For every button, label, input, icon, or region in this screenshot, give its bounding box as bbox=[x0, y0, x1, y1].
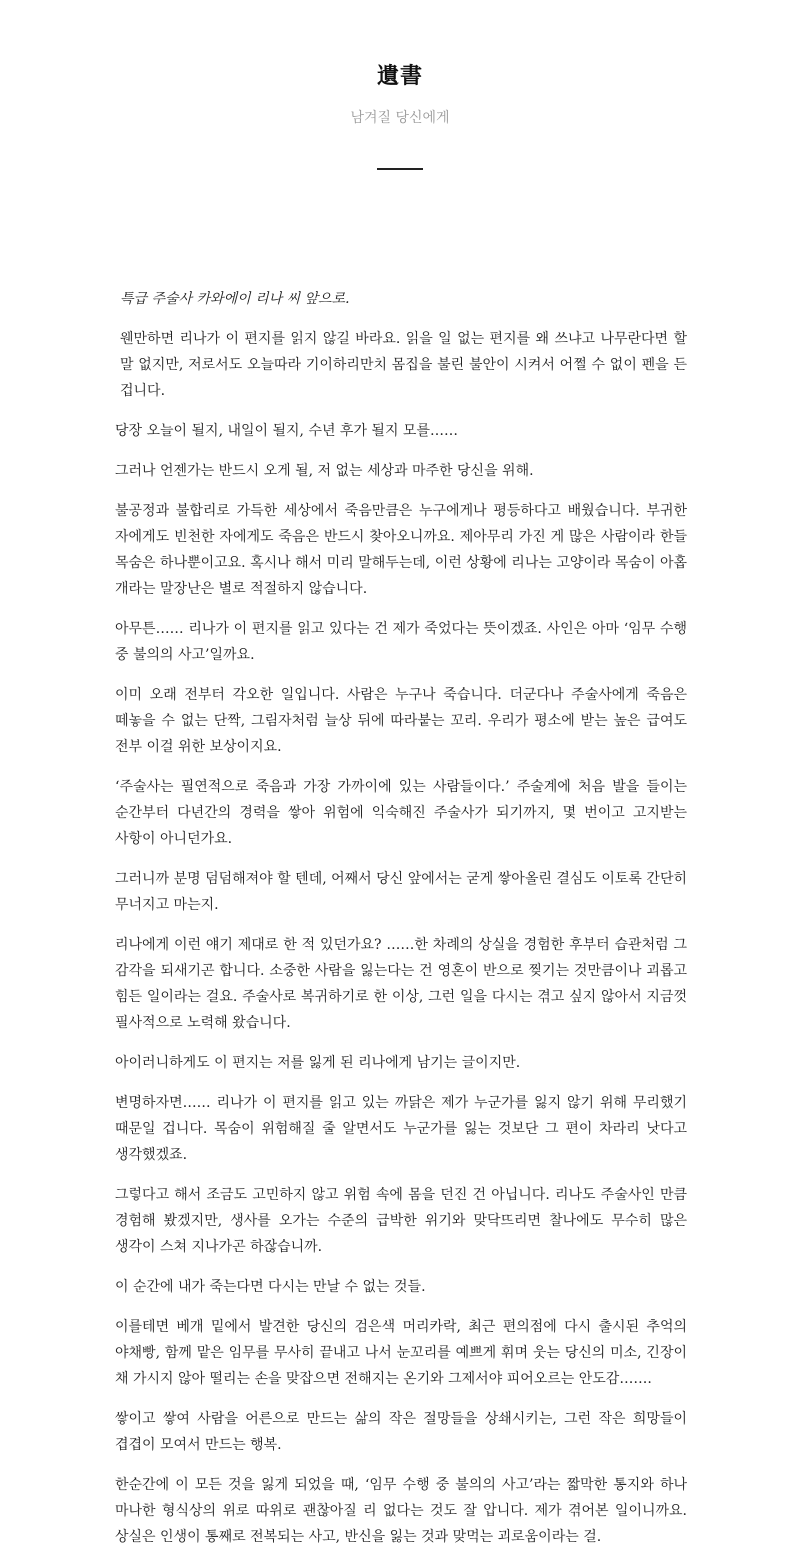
letter-paragraph: 아이러니하게도 이 편지는 저를 잃게 된 리나에게 남기는 글이지만. bbox=[115, 1055, 521, 1071]
letter-paragraph: 불공정과 불합리로 가득한 세상에서 죽음만큼은 누구에게나 평등하다고 배웠습니다. 부귀한 자에게도 빈천한 자에게도 죽음은 반드시 찾아오니까요. 제아무리 가진 게 많은 사람이라 한들 목숨은 하나뿐이고요. 혹시나 해서 미리 말해두는데, 이런 상황에 리나는 고양이라 목숨이 아홉 개라는 말장난은 별로 적절하지 않습니다. bbox=[115, 503, 687, 597]
letter-paragraph: 그렇다고 해서 조금도 고민하지 않고 위험 속에 몸을 던진 건 아닙니다. 리나도 주술사인 만큼 경험해 봤겠지만, 생사를 오가는 수준의 급박한 위기와 맞닥뜨리면 찰나에도 무수히 많은 생각이 스쳐 지나가곤 하잖습니까. bbox=[115, 1187, 687, 1255]
letter-paragraph: 변명하자면…… 리나가 이 편지를 읽고 있는 까닭은 제가 누군가를 잃지 않기 위해 무리했기 때문일 겁니다. 목숨이 위험해질 줄 알면서도 누군가를 잃는 것보단 그 편이 차라리 낫다고 생각했겠죠. bbox=[115, 1095, 687, 1163]
title-divider bbox=[377, 168, 423, 170]
letter-paragraph: 이 순간에 내가 죽는다면 다시는 만날 수 없는 것들. bbox=[115, 1279, 426, 1295]
letter-paragraph: 이미 오래 전부터 각오한 일입니다. 사람은 누구나 죽습니다. 더군다나 주술사에게 죽음은 떼놓을 수 없는 단짝, 그림자처럼 늘상 뒤에 따라붙는 꼬리. 우리가 평소에 받는 높은 급여도 전부 이걸 위한 보상이지요. bbox=[115, 687, 687, 755]
letter-header bbox=[0, 0, 800, 170]
letter-paragraph: 웬만하면 리나가 이 편지를 읽지 않길 바라요. 읽을 일 없는 편지를 왜 쓰냐고 나무란다면 할 말 없지만, 저로서도 오늘따라 기이하리만치 몸집을 불린 불안이 시켜서 어쩔 수 없이 펜을 든 겁니다. bbox=[120, 331, 687, 399]
letter-body bbox=[115, 286, 687, 1564]
page-title: 遺書 bbox=[376, 63, 423, 89]
letter-salutation: 특급 주술사 카와에이 리나 씨 앞으로. bbox=[120, 291, 350, 307]
letter-paragraph: ‘주술사는 필연적으로 죽음과 가장 가까이에 있는 사람들이다.’ 주술계에 처음 발을 들이는 순간부터 다년간의 경력을 쌓아 위험에 익숙해진 주술사가 되기까지, 몇 번이고 고지받는 사항이 아니던가요. bbox=[115, 779, 687, 847]
letter-paragraph: 아무튼…… 리나가 이 편지를 읽고 있다는 건 제가 죽었다는 뜻이겠죠. 사인은 아마 ‘임무 수행 중 불의의 사고’일까요. bbox=[115, 621, 687, 663]
letter-paragraph: 그러나 언젠가는 반드시 오게 될, 저 없는 세상과 마주한 당신을 위해. bbox=[115, 463, 534, 479]
letter-paragraph: 한순간에 이 모든 것을 잃게 되었을 때, ‘임무 수행 중 불의의 사고’라는 짧막한 통지와 하나 마나한 형식상의 위로 따위로 괜찮아질 리 없다는 것도 잘 압니다. 제가 겪어본 일이니까요. 상실은 인생이 통째로 전복되는 사고, 반신을 잃는 것과 맞먹는 괴로움이라는 걸. bbox=[115, 1477, 687, 1545]
letter-paragraph: 리나에게 이런 얘기 제대로 한 적 있던가요? ……한 차례의 상실을 경험한 후부터 습관처럼 그 감각을 되새기곤 합니다. 소중한 사람을 잃는다는 건 영혼이 반으로 찢기는 것만큼이나 괴롭고 힘든 일이라는 걸요. 주술사로 복귀하기로 한 이상, 그런 일을 다시는 겪고 싶지 않아서 지금껏 필사적으로 노력해 왔습니다. bbox=[115, 937, 687, 1031]
letter-paragraph: 당장 오늘이 될지, 내일이 될지, 수년 후가 될지 모를…… bbox=[115, 423, 458, 439]
letter-paragraph: 이를테면 베개 밑에서 발견한 당신의 검은색 머리카락, 최근 편의점에 다시 출시된 추억의 야채빵, 함께 맡은 임무를 무사히 끝내고 나서 눈꼬리를 예쁘게 휘며 웃는 당신의 미소, 긴장이 채 가시지 않아 떨리는 손을 맞잡으면 전해지는 온기와 그제서야 피어오르는 안도감……. bbox=[115, 1319, 687, 1387]
page-subtitle: 남겨질 당신에게 bbox=[350, 110, 450, 126]
letter-paragraph: 그러니까 분명 덤덤해져야 할 텐데, 어째서 당신 앞에서는 굳게 쌓아올린 결심도 이토록 간단히 무너지고 마는지. bbox=[115, 871, 687, 913]
letter-paragraph: 쌓이고 쌓여 사람을 어른으로 만드는 삶의 작은 절망들을 상쇄시키는, 그런 작은 희망들이 겹겹이 모여서 만드는 행복. bbox=[115, 1411, 687, 1453]
